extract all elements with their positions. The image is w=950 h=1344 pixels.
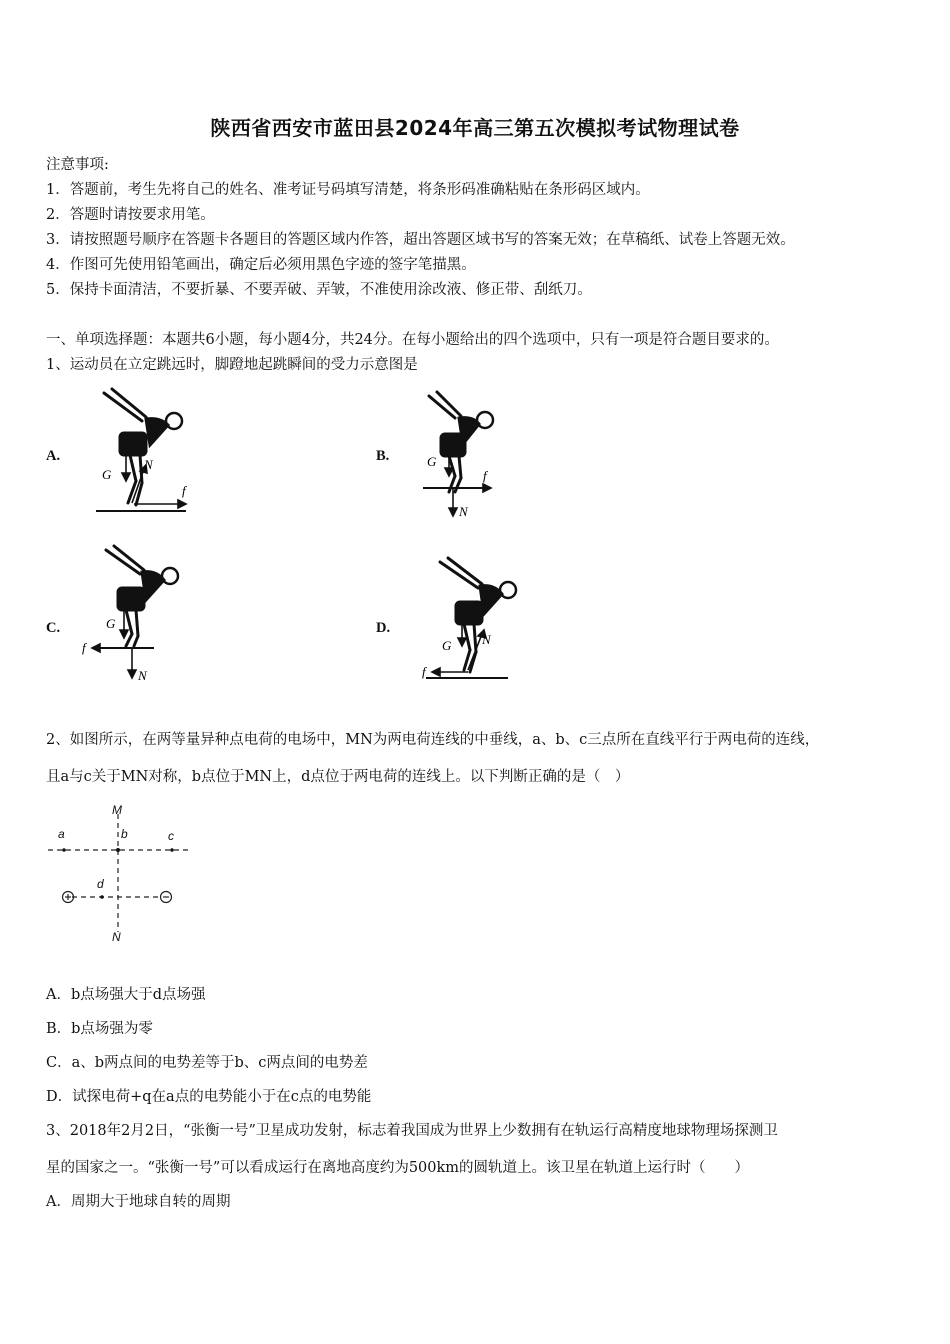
force-label-n: N: [482, 632, 491, 647]
option-d-label: D.: [376, 620, 391, 636]
question-2-option-b: B．b点场强为零: [46, 1021, 153, 1037]
question-2-option-d: D．试探电荷+q在a点的电势能小于在c点的电势能: [46, 1089, 372, 1105]
question-2-stem-line1: 2、如图所示，在两等量异种点电荷的电场中，MN为两电荷连线的中垂线，a、b、c三点所在直线平行于两电荷的连线，: [46, 732, 820, 748]
question-3-stem-line2: 星的国家之一。“张衡一号”可以看成运行在离地高度约为500km的圆轨道上。该卫星在轨道上运行时（ ）: [46, 1160, 750, 1176]
option-b-label: B.: [376, 448, 390, 464]
force-label-n: N: [144, 457, 153, 472]
figure-option-b: [415, 388, 515, 523]
question-3-option-a: A．周期大于地球自转的周期: [46, 1194, 231, 1210]
label-b: b: [121, 827, 128, 841]
force-label-g: G: [106, 616, 116, 631]
figure-option-c: [78, 542, 188, 687]
figure-option-a: [90, 385, 200, 520]
label-m: M: [112, 803, 122, 817]
notice-heading: 注意事项:: [46, 157, 109, 173]
notice-item: 1．答题前，考生先将自己的姓名、准考证号码填写清楚，将条形码准确粘贴在条形码区域内。: [46, 182, 650, 198]
force-label-n: N: [138, 668, 147, 683]
notice-item: 4．作图可先使用铅笔画出，确定后必须用黑色字迹的签字笔描黑。: [46, 257, 476, 273]
notice-item: 5．保持卡面清洁，不要折暴、不要弄破、弄皱，不准使用涂改液、修正带、刮纸刀。: [46, 282, 592, 298]
force-label-g: G: [442, 638, 452, 653]
force-label-g: G: [427, 454, 437, 469]
question-1-stem: 1、运动员在立定跳远时，脚蹬地起跳瞬间的受力示意图是: [46, 357, 418, 373]
question-3-stem-line1: 3、2018年2月2日，“张衡一号”卫星成功发射，标志着我国成为世界上少数拥有在轨运行高精度地球物理场探测卫: [46, 1123, 778, 1139]
question-2-option-a: A．b点场强大于d点场强: [46, 987, 206, 1003]
option-c-label: C.: [46, 620, 61, 636]
figure-charges: [44, 800, 204, 948]
notice-item: 3．请按照题号顺序在答题卡各题目的答题区域内作答，超出答题区域书写的答案无效；在草稿纸、试卷上答题无效。: [46, 232, 795, 248]
figure-option-d: [418, 554, 528, 686]
section-heading: 一、单项选择题：本题共6小题，每小题4分，共24分。在每小题给出的四个选项中，只有一项是符合题目要求的。: [46, 332, 779, 348]
question-2-stem-line2: 且a与c关于MN对称，b点位于MN上，d点位于两电荷的连线上。以下判断正确的是（ ）: [46, 769, 630, 785]
label-n: N: [112, 930, 121, 944]
force-label-n: N: [459, 504, 468, 519]
exam-title: 陕西省西安市蓝田县2024年高三第五次模拟考试物理试卷: [210, 116, 740, 140]
label-a: a: [58, 827, 65, 841]
force-label-f: f: [422, 664, 426, 679]
option-a-label: A.: [46, 448, 61, 464]
force-label-f: f: [182, 483, 186, 498]
force-label-f: f: [483, 468, 487, 483]
label-c: c: [168, 829, 174, 843]
label-d: d: [97, 877, 104, 891]
question-2-option-c: C．a、b两点间的电势差等于b、c两点间的电势差: [46, 1055, 368, 1071]
notice-item: 2．答题时请按要求用笔。: [46, 207, 215, 223]
force-label-g: G: [102, 467, 112, 482]
force-label-f: f: [82, 640, 86, 655]
